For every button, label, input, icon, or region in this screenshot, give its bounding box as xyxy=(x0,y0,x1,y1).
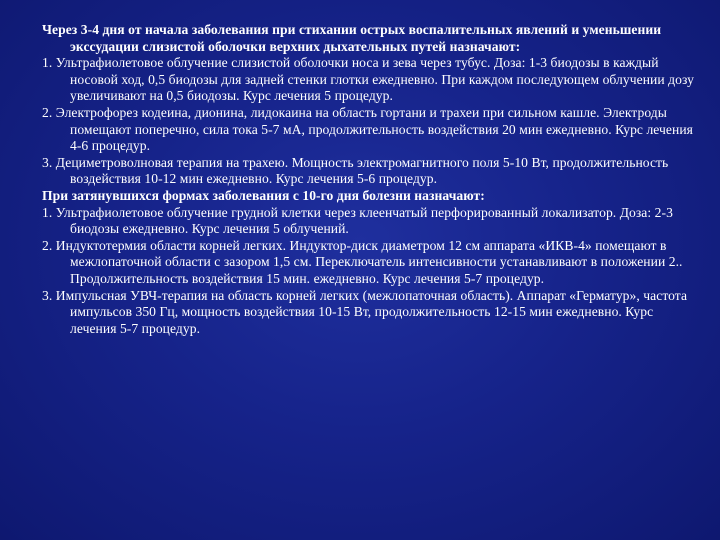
section-heading-prolonged: При затянувшихся формах заболевания с 10-го дня болезни назначают: xyxy=(42,187,485,203)
procedure-item-uhf-therapy: 3. Импульсная УВЧ-терапия на область корней легких (межлопаточная область). Аппарат «Герматур», частота импульсов 350 Гц, мощность воздействия 10-15 Вт, продолжительность 12-15 мин ежедневно. Курс лечения 5-7 процедур. xyxy=(42,287,688,336)
procedure-item-decimeter-therapy: 3. Дециметроволновая терапия на трахею. Мощность электромагнитного поля 5-10 Вт, продолжительность воздействия 10-12 мин ежедневно. Курс лечения 5-6 процедур. xyxy=(42,154,669,187)
procedure-item-uv-nose: 1. Ультрафиолетовое облучение слизистой оболочки носа и зева через тубус. Доза: 1-3 биодозы в каждый носовой ход, 0,5 биодозы для задней стенки глотки ежедневно. При каждом последующем облучении дозу увеличивают на 0,5 биодозы. Курс лечения 5 процедур. xyxy=(42,55,694,104)
procedure-item-inductothermy: 2. Индуктотермия области корней легких. Индуктор-диск диаметром 12 см аппарата «ИКВ-4» помещают в межлопаточной области с зазором 1,5 см. Переключатель интенсивности устанавливают в положении 2.. Продолжительность воздействия 15 мин. ежедневно. Курс лечения 5-7 процедур. xyxy=(42,237,683,286)
procedure-item-uv-chest: 1. Ультрафиолетовое облучение грудной клетки через клеенчатый перфорированный локализатор. Доза: 2-3 биодозы ежедневно. Курс лечения 5 облучений. xyxy=(42,204,673,237)
procedure-item-electrophoresis: 2. Электрофорез кодеина, дионина, лидокаина на область гортани и трахеи при сильном кашле. Электроды помещают поперечно, сила тока 5-7 мА, продолжительность воздействия 20 мин ежедневно. Курс лечения 4-6 процедур. xyxy=(42,104,693,154)
section-heading-acute: Через 3-4 дня от начала заболевания при стихании острых воспалительных явлений и уменьшении экссудации слизистой оболочки верхних дыхательных путей назначают: xyxy=(42,22,662,54)
